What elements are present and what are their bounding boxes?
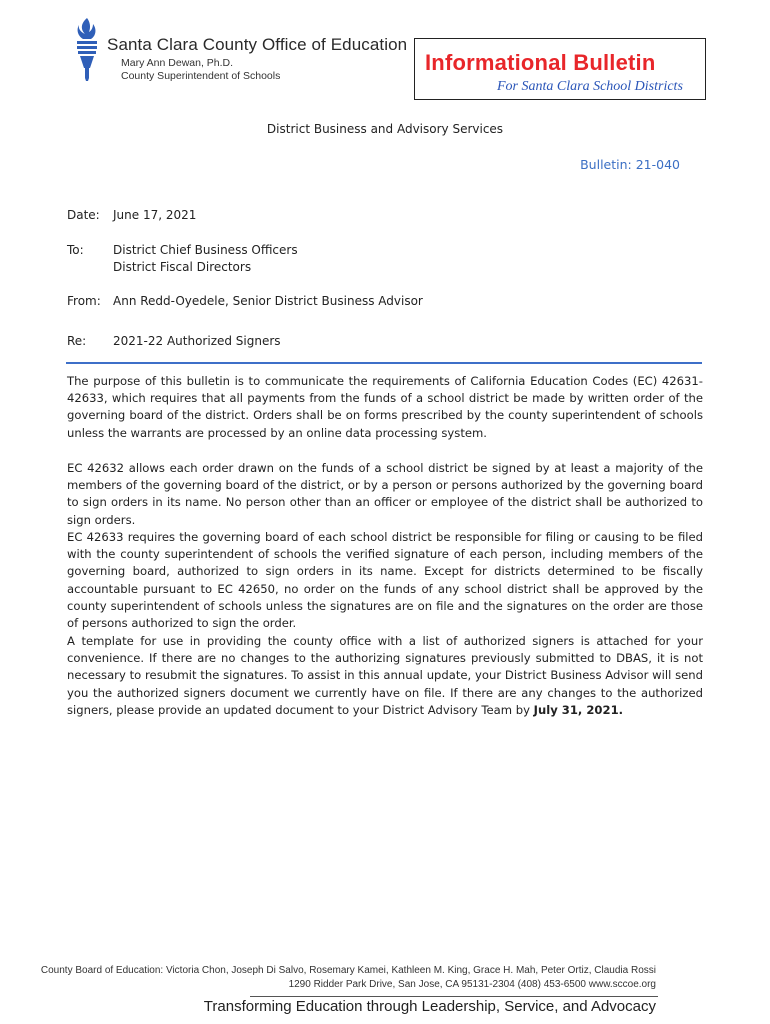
bulletin-title: Informational Bulletin: [425, 50, 656, 75]
to-recipient-2: District Fiscal Directors: [113, 260, 252, 274]
header-divider: [66, 362, 702, 364]
org-name: Santa Clara County Office of Education: [107, 35, 408, 54]
board-members: County Board of Education: Victoria Chon, Joseph Di Salvo, Rosemary Kamei, Kathleen M. King, Grace H. Mah, Peter Ortiz, Claudia Rossi: [40, 965, 656, 976]
body-paragraph-4-text: A template for use in providing the county office with a list of authorized signers is attached for your convenience. If there are no changes to the authorizing signatures previously submitted to DBAS, it is not necessary to resubmit the signatures. To assist in this annual update, your District Business Advisor will send you the authorized signers document we currently have on file. If there are any changes to the authorized signers, please provide an updated document to your District Advisory Team by: [67, 634, 703, 717]
date-label: Date:: [67, 208, 100, 222]
date-value: June 17, 2021: [113, 208, 197, 222]
body-paragraph-1: The purpose of this bulletin is to communicate the requirements of California Education Codes (EC) 42631-42633, which requires that all payments from the funds of a school district be made by written order of the governing board of the district. Orders shall be on forms prescribed by the county superintendent of schools unless the warrants are processed by an online data processing system.: [67, 374, 703, 440]
deadline-date: July 31, 2021.: [533, 702, 624, 717]
bulletin-subtitle: For Santa Clara School Districts: [497, 79, 683, 94]
tagline: Transforming Education through Leadership, Service, and Advocacy: [203, 998, 656, 1015]
body-paragraph-2: EC 42632 allows each order drawn on the funds of a school district be signed by at least a majority of the members of the governing board of the district, or by a person or persons authorized by the governing board to sign orders in its name. No person other than an officer or employee of the district shall be authorized to sign orders.: [67, 461, 703, 527]
superintendent-title: County Superintendent of Schools: [121, 70, 281, 82]
from-label: From:: [67, 294, 101, 308]
superintendent-name: Mary Ann Dewan, Ph.D.: [121, 57, 234, 69]
to-label: To:: [67, 243, 84, 257]
from-value: Ann Redd-Oyedele, Senior District Business Advisor: [113, 294, 423, 308]
department-name: District Business and Advisory Services: [266, 122, 504, 136]
bulletin-number: Bulletin: 21-040: [580, 157, 680, 172]
body-paragraph-3: EC 42633 requires the governing board of each school district be responsible for filing or causing to be filed with the county superintendent of schools the verified signature of each person, including members of the governing board, authorized to sign orders in its name. Except for districts determined to be fiscally accountable pursuant to EC 42650, no order on the funds of any school district shall be approved by the county superintendent of schools unless the signatures are on file and the signatures on the order are those of persons authorized to sign the order.: [67, 530, 703, 631]
re-label: Re:: [67, 334, 87, 348]
body-paragraph-4: [67, 633, 703, 719]
torch-logo-icon: [72, 16, 102, 82]
footer-divider: [250, 996, 658, 997]
re-value: 2021-22 Authorized Signers: [113, 334, 281, 348]
to-recipient-1: District Chief Business Officers: [113, 243, 298, 257]
office-address: 1290 Ridder Park Drive, San Jose, CA 95131-2304 (408) 453-6500 www.sccoe.org: [288, 979, 656, 990]
